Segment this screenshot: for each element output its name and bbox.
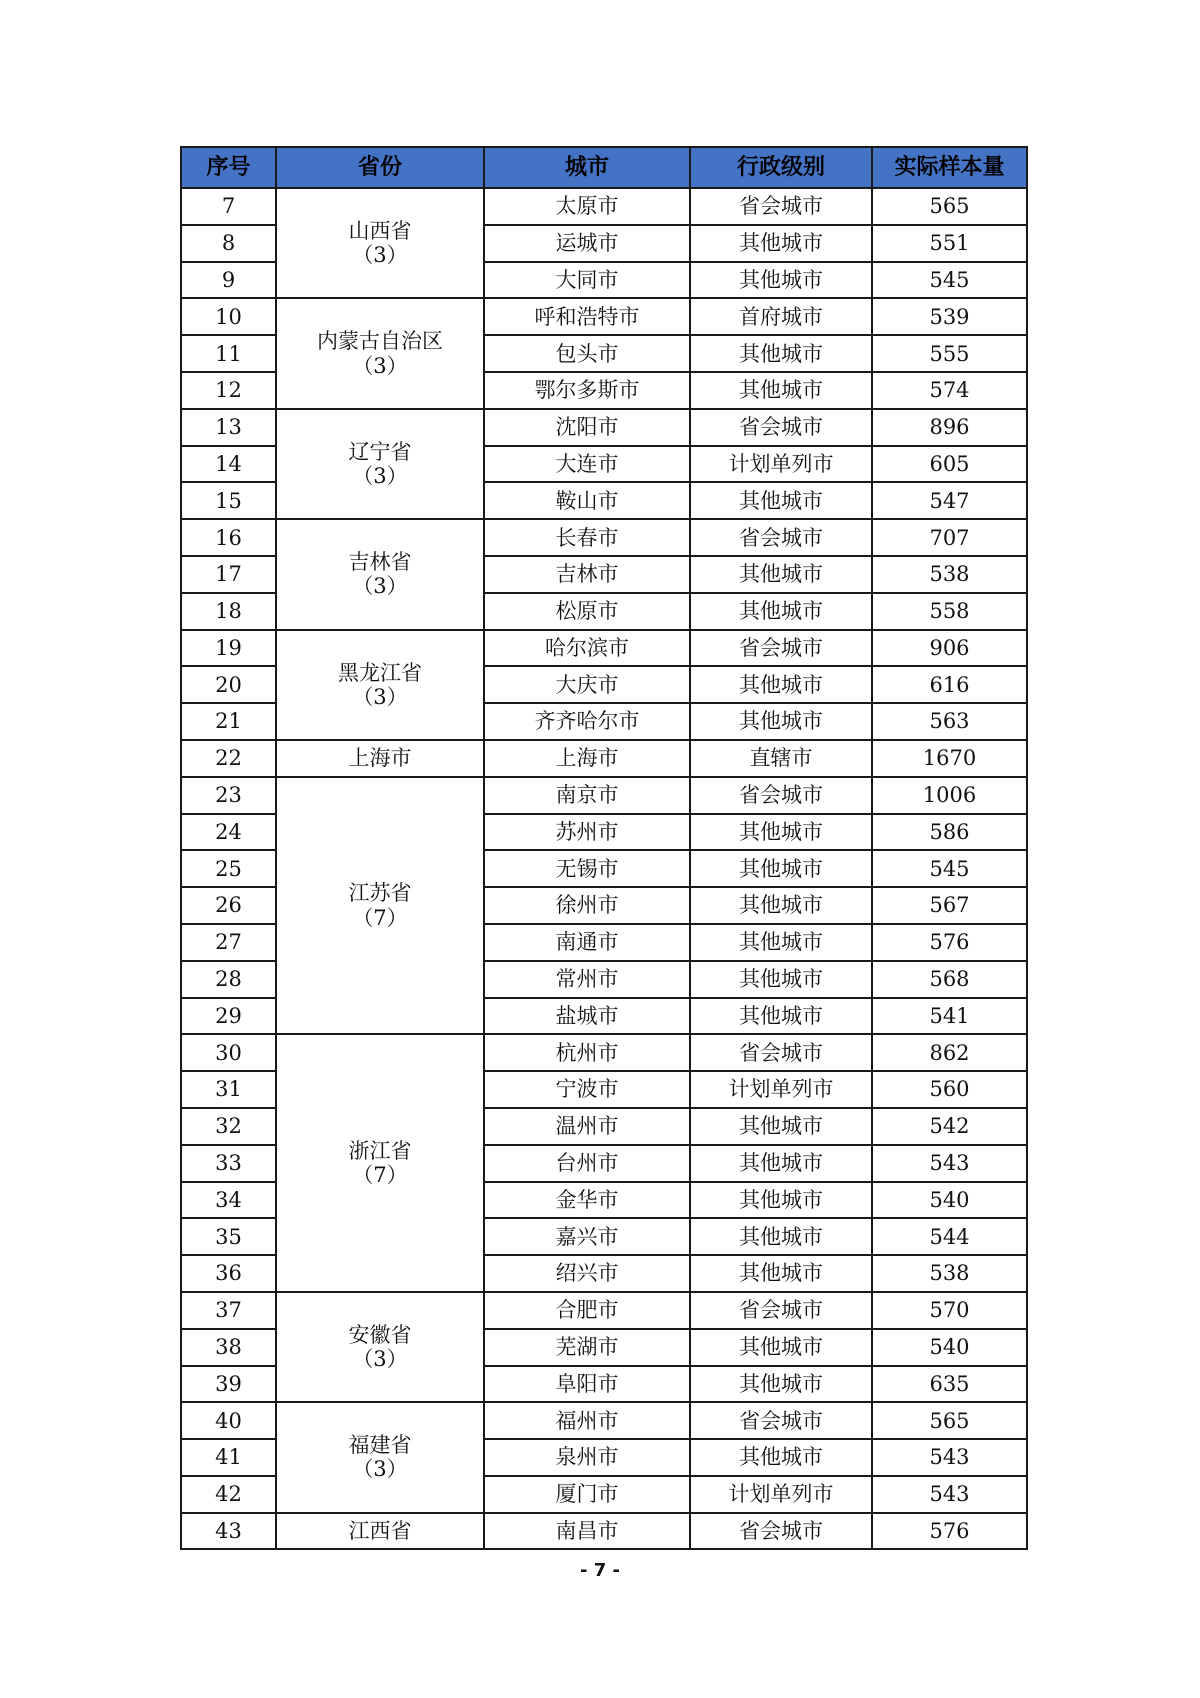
city-name: 鞍山市 xyxy=(484,482,690,519)
table-body xyxy=(181,188,1027,1549)
row-index: 42 xyxy=(181,1476,276,1513)
sample-size: 906 xyxy=(872,630,1027,667)
city-name: 合肥市 xyxy=(484,1292,690,1329)
row-index: 28 xyxy=(181,961,276,998)
city-name: 包头市 xyxy=(484,335,690,372)
row-index: 14 xyxy=(181,446,276,483)
sample-size: 563 xyxy=(872,703,1027,740)
admin-level: 其他城市 xyxy=(690,850,872,887)
province-city-count: （3） xyxy=(352,684,408,709)
city-name: 杭州市 xyxy=(484,1034,690,1071)
province-name: 上海市 xyxy=(348,746,412,771)
sample-size: 551 xyxy=(872,225,1027,262)
province-cell xyxy=(276,1034,484,1292)
sample-size: 544 xyxy=(872,1218,1027,1255)
row-index: 11 xyxy=(181,335,276,372)
admin-level: 其他城市 xyxy=(690,335,872,372)
row-index: 26 xyxy=(181,887,276,924)
sample-size: 543 xyxy=(872,1476,1027,1513)
admin-level: 其他城市 xyxy=(690,593,872,630)
admin-level: 其他城市 xyxy=(690,924,872,961)
row-index: 20 xyxy=(181,666,276,703)
table-row xyxy=(181,409,1027,446)
province-city-count: （3） xyxy=(352,1347,408,1372)
city-name: 芜湖市 xyxy=(484,1329,690,1366)
row-index: 10 xyxy=(181,298,276,335)
sample-size: 540 xyxy=(872,1182,1027,1219)
city-name: 盐城市 xyxy=(484,998,690,1035)
sample-size: 543 xyxy=(872,1439,1027,1476)
admin-level: 省会城市 xyxy=(690,409,872,446)
row-index: 7 xyxy=(181,188,276,225)
admin-level: 省会城市 xyxy=(690,777,872,814)
province-name: 安徽省 xyxy=(348,1322,412,1347)
sample-size: 538 xyxy=(872,556,1027,593)
province-name: 内蒙古自治区 xyxy=(317,329,443,354)
province-city-count: （3） xyxy=(352,243,408,268)
row-index: 25 xyxy=(181,850,276,887)
header-row xyxy=(181,147,1027,188)
sample-size: 1006 xyxy=(872,777,1027,814)
province-cell xyxy=(276,1402,484,1512)
province-cell xyxy=(276,1513,484,1550)
table-row xyxy=(181,1292,1027,1329)
row-index: 24 xyxy=(181,814,276,851)
province-cell xyxy=(276,519,484,629)
sample-size: 541 xyxy=(872,998,1027,1035)
city-name: 呼和浩特市 xyxy=(484,298,690,335)
province-name: 吉林省 xyxy=(348,550,412,575)
table-header xyxy=(181,147,1027,188)
row-index: 21 xyxy=(181,703,276,740)
row-index: 17 xyxy=(181,556,276,593)
city-name: 哈尔滨市 xyxy=(484,630,690,667)
sample-size: 896 xyxy=(872,409,1027,446)
sample-size: 1670 xyxy=(872,740,1027,777)
row-index: 22 xyxy=(181,740,276,777)
sample-size: 576 xyxy=(872,924,1027,961)
row-index: 34 xyxy=(181,1182,276,1219)
admin-level: 计划单列市 xyxy=(690,446,872,483)
sample-size: 862 xyxy=(872,1034,1027,1071)
sample-size: 616 xyxy=(872,666,1027,703)
admin-level: 省会城市 xyxy=(690,1513,872,1550)
admin-level: 其他城市 xyxy=(690,814,872,851)
row-index: 38 xyxy=(181,1329,276,1366)
city-name: 大连市 xyxy=(484,446,690,483)
province-cell xyxy=(276,188,484,298)
table-row xyxy=(181,630,1027,667)
sample-size: 543 xyxy=(872,1145,1027,1182)
city-name: 齐齐哈尔市 xyxy=(484,703,690,740)
sample-size: 605 xyxy=(872,446,1027,483)
row-index: 12 xyxy=(181,372,276,409)
city-name: 大同市 xyxy=(484,262,690,299)
admin-level: 其他城市 xyxy=(690,887,872,924)
row-index: 8 xyxy=(181,225,276,262)
admin-level: 其他城市 xyxy=(690,556,872,593)
sample-size: 570 xyxy=(872,1292,1027,1329)
admin-level: 其他城市 xyxy=(690,482,872,519)
admin-level: 其他城市 xyxy=(690,1255,872,1292)
sample-size: 547 xyxy=(872,482,1027,519)
row-index: 27 xyxy=(181,924,276,961)
sample-size: 707 xyxy=(872,519,1027,556)
row-index: 30 xyxy=(181,1034,276,1071)
admin-level: 其他城市 xyxy=(690,1366,872,1403)
sample-size: 565 xyxy=(872,188,1027,225)
province-city-count: （3） xyxy=(352,463,408,488)
admin-level: 其他城市 xyxy=(690,1218,872,1255)
table-row xyxy=(181,1034,1027,1071)
admin-level: 其他城市 xyxy=(690,1439,872,1476)
admin-level: 省会城市 xyxy=(690,519,872,556)
sample-size: 545 xyxy=(872,850,1027,887)
sample-size: 540 xyxy=(872,1329,1027,1366)
table-row xyxy=(181,1513,1027,1550)
admin-level: 省会城市 xyxy=(690,188,872,225)
admin-level: 省会城市 xyxy=(690,630,872,667)
row-index: 15 xyxy=(181,482,276,519)
sample-size: 567 xyxy=(872,887,1027,924)
row-index: 37 xyxy=(181,1292,276,1329)
province-city-count: （3） xyxy=(352,1457,408,1482)
sample-size: 586 xyxy=(872,814,1027,851)
city-name: 沈阳市 xyxy=(484,409,690,446)
province-city-count: （3） xyxy=(352,574,408,599)
province-cell xyxy=(276,1292,484,1402)
row-index: 23 xyxy=(181,777,276,814)
sample-size: 574 xyxy=(872,372,1027,409)
sample-size: 538 xyxy=(872,1255,1027,1292)
page-number: - 7 - xyxy=(580,1560,620,1581)
sample-size: 539 xyxy=(872,298,1027,335)
city-name: 吉林市 xyxy=(484,556,690,593)
sample-size: 576 xyxy=(872,1513,1027,1550)
sample-size: 542 xyxy=(872,1108,1027,1145)
city-name: 福州市 xyxy=(484,1402,690,1439)
sample-size: 635 xyxy=(872,1366,1027,1403)
admin-level: 省会城市 xyxy=(690,1034,872,1071)
admin-level: 其他城市 xyxy=(690,961,872,998)
city-name: 阜阳市 xyxy=(484,1366,690,1403)
city-name: 台州市 xyxy=(484,1145,690,1182)
province-cell xyxy=(276,409,484,519)
header-admin-level: 行政级别 xyxy=(690,147,872,188)
province-name: 辽宁省 xyxy=(348,439,412,464)
admin-level: 其他城市 xyxy=(690,1182,872,1219)
city-name: 南京市 xyxy=(484,777,690,814)
sample-size: 560 xyxy=(872,1071,1027,1108)
row-index: 33 xyxy=(181,1145,276,1182)
city-name: 上海市 xyxy=(484,740,690,777)
sample-size: 568 xyxy=(872,961,1027,998)
city-name: 常州市 xyxy=(484,961,690,998)
city-name: 鄂尔多斯市 xyxy=(484,372,690,409)
admin-level: 直辖市 xyxy=(690,740,872,777)
table-row xyxy=(181,1402,1027,1439)
province-name: 江苏省 xyxy=(348,881,412,906)
row-index: 41 xyxy=(181,1439,276,1476)
admin-level: 其他城市 xyxy=(690,1329,872,1366)
admin-level: 其他城市 xyxy=(690,1145,872,1182)
city-name: 运城市 xyxy=(484,225,690,262)
admin-level: 其他城市 xyxy=(690,1108,872,1145)
row-index: 18 xyxy=(181,593,276,630)
header-index: 序号 xyxy=(181,147,276,188)
city-name: 松原市 xyxy=(484,593,690,630)
province-city-count: （3） xyxy=(352,353,408,378)
sample-size: 555 xyxy=(872,335,1027,372)
row-index: 39 xyxy=(181,1366,276,1403)
province-cell xyxy=(276,740,484,777)
table-row xyxy=(181,777,1027,814)
province-cell xyxy=(276,298,484,408)
city-name: 大庆市 xyxy=(484,666,690,703)
header-sample-size: 实际样本量 xyxy=(872,147,1027,188)
sample-size: 565 xyxy=(872,1402,1027,1439)
admin-level: 省会城市 xyxy=(690,1402,872,1439)
admin-level: 其他城市 xyxy=(690,703,872,740)
table-row xyxy=(181,298,1027,335)
province-city-count: （7） xyxy=(352,1163,408,1188)
row-index: 40 xyxy=(181,1402,276,1439)
city-name: 南昌市 xyxy=(484,1513,690,1550)
admin-level: 其他城市 xyxy=(690,666,872,703)
sample-size-table xyxy=(180,146,1028,1550)
city-name: 泉州市 xyxy=(484,1439,690,1476)
city-name: 徐州市 xyxy=(484,887,690,924)
table-row xyxy=(181,740,1027,777)
city-name: 苏州市 xyxy=(484,814,690,851)
city-name: 温州市 xyxy=(484,1108,690,1145)
city-name: 金华市 xyxy=(484,1182,690,1219)
row-index: 19 xyxy=(181,630,276,667)
sample-size: 558 xyxy=(872,593,1027,630)
province-name: 福建省 xyxy=(348,1433,412,1458)
province-cell xyxy=(276,630,484,740)
admin-level: 省会城市 xyxy=(690,1292,872,1329)
row-index: 9 xyxy=(181,262,276,299)
header-province: 省份 xyxy=(276,147,484,188)
city-name: 无锡市 xyxy=(484,850,690,887)
admin-level: 计划单列市 xyxy=(690,1476,872,1513)
admin-level: 计划单列市 xyxy=(690,1071,872,1108)
admin-level: 其他城市 xyxy=(690,372,872,409)
province-name: 江西省 xyxy=(348,1519,412,1544)
table-row xyxy=(181,188,1027,225)
city-name: 南通市 xyxy=(484,924,690,961)
table-row xyxy=(181,519,1027,556)
row-index: 16 xyxy=(181,519,276,556)
province-cell xyxy=(276,777,484,1035)
row-index: 31 xyxy=(181,1071,276,1108)
province-name: 黑龙江省 xyxy=(338,660,422,685)
row-index: 29 xyxy=(181,998,276,1035)
city-name: 宁波市 xyxy=(484,1071,690,1108)
header-city: 城市 xyxy=(484,147,690,188)
row-index: 35 xyxy=(181,1218,276,1255)
admin-level: 首府城市 xyxy=(690,298,872,335)
row-index: 13 xyxy=(181,409,276,446)
province-name: 山西省 xyxy=(348,219,412,244)
city-name: 厦门市 xyxy=(484,1476,690,1513)
row-index: 32 xyxy=(181,1108,276,1145)
sample-size: 545 xyxy=(872,262,1027,299)
city-name: 太原市 xyxy=(484,188,690,225)
city-name: 长春市 xyxy=(484,519,690,556)
province-city-count: （7） xyxy=(352,905,408,930)
admin-level: 其他城市 xyxy=(690,262,872,299)
row-index: 43 xyxy=(181,1513,276,1550)
province-name: 浙江省 xyxy=(348,1138,412,1163)
city-name: 绍兴市 xyxy=(484,1255,690,1292)
city-name: 嘉兴市 xyxy=(484,1218,690,1255)
admin-level: 其他城市 xyxy=(690,998,872,1035)
row-index: 36 xyxy=(181,1255,276,1292)
admin-level: 其他城市 xyxy=(690,225,872,262)
